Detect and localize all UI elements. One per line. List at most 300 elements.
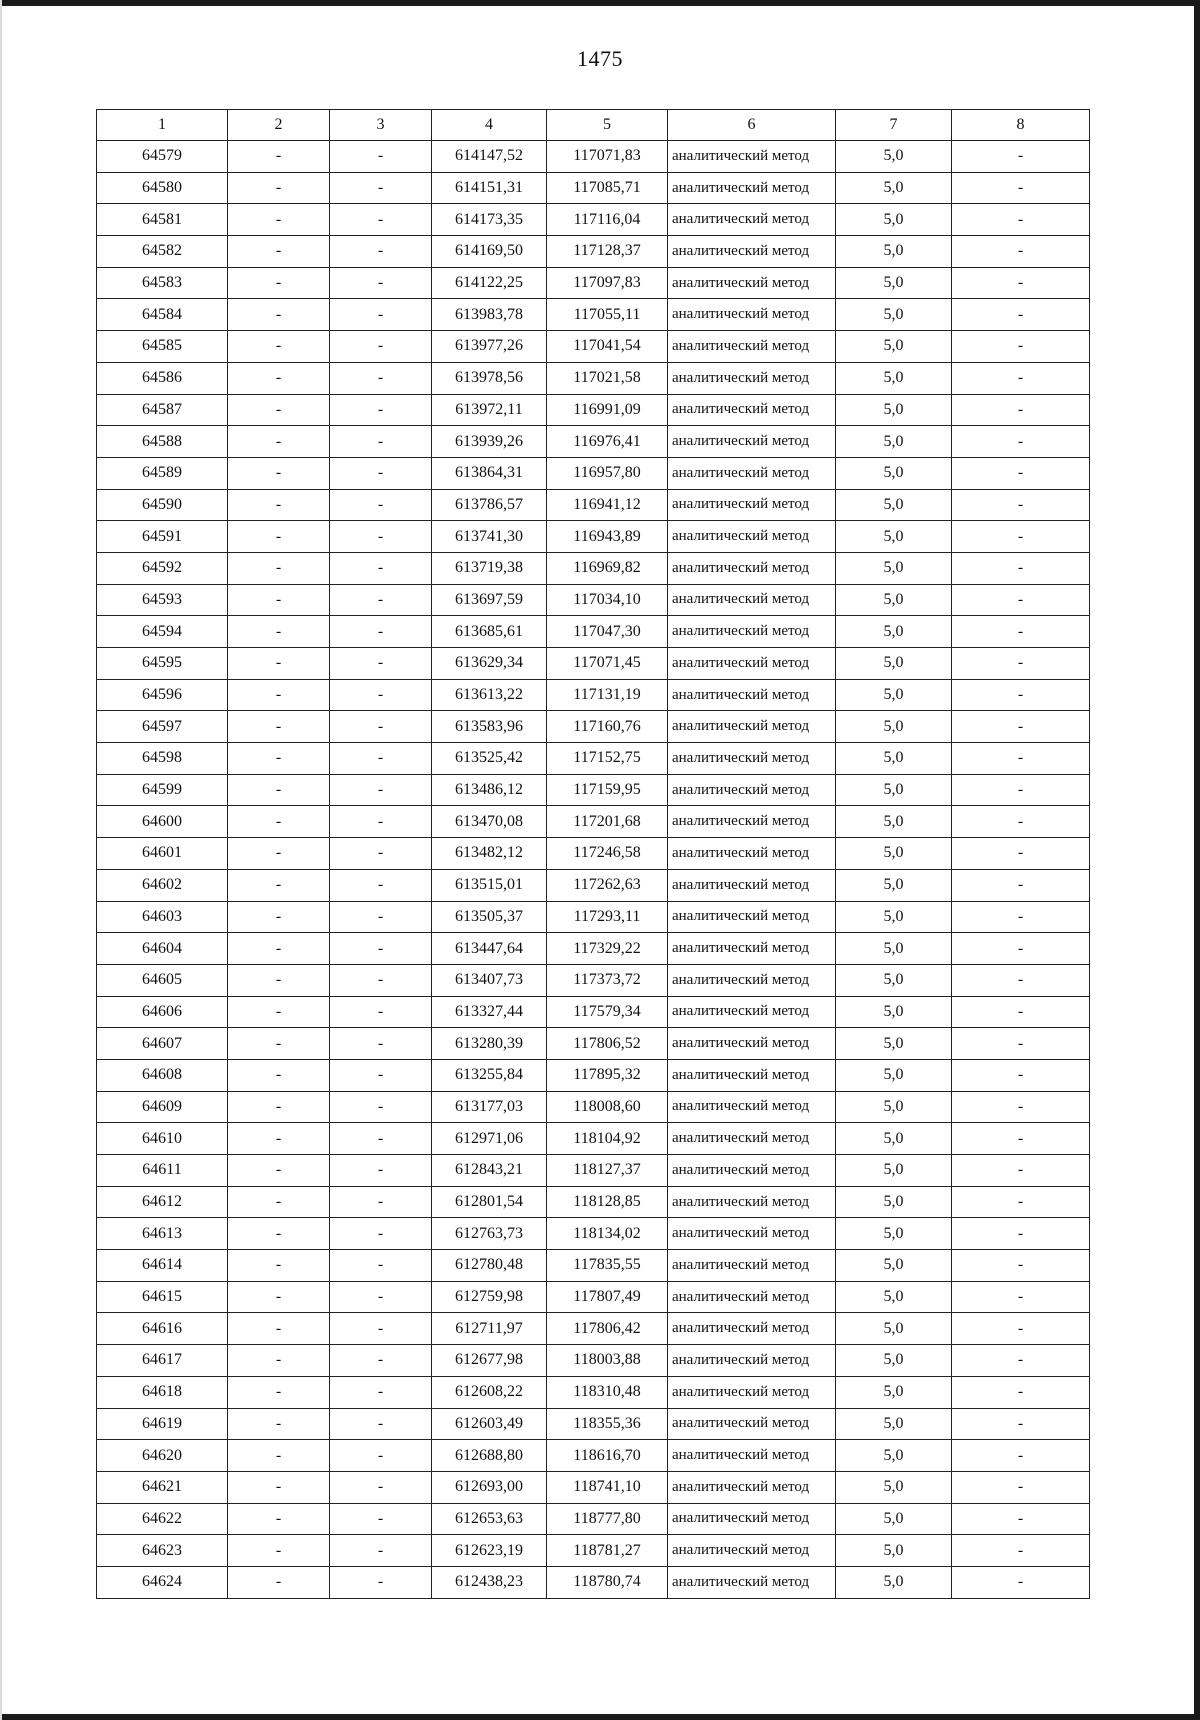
table-cell: аналитический метод [668,996,836,1028]
table-cell: 5,0 [836,552,952,584]
table-cell: аналитический метод [668,489,836,521]
table-cell: - [952,1218,1090,1250]
table-cell: 5,0 [836,933,952,965]
table-cell: 5,0 [836,711,952,743]
table-cell: 613486,12 [432,774,547,806]
table-cell: 64603 [97,901,228,933]
table-cell: - [228,1503,330,1535]
table-cell: 64622 [97,1503,228,1535]
table-cell: 614122,25 [432,267,547,299]
table-cell: - [330,679,432,711]
table-cell: 613505,37 [432,901,547,933]
table-row [97,1313,1090,1345]
table-cell: - [228,1155,330,1187]
table-cell: 612608,22 [432,1376,547,1408]
table-cell: 117071,45 [547,648,668,680]
table-cell: 5,0 [836,204,952,236]
table-cell: - [330,933,432,965]
table-cell: 613719,38 [432,552,547,584]
table-cell: - [952,1281,1090,1313]
table-cell: 64621 [97,1471,228,1503]
column-header: 3 [330,110,432,141]
table-cell: - [228,964,330,996]
table-cell: 117071,83 [547,141,668,173]
table-cell: аналитический метод [668,552,836,584]
table-cell: - [228,1471,330,1503]
table-cell: - [330,1059,432,1091]
table-cell: - [952,964,1090,996]
table-row [97,743,1090,775]
table-cell: 613482,12 [432,838,547,870]
table-cell: аналитический метод [668,1376,836,1408]
table-cell: 613447,64 [432,933,547,965]
table-cell: - [952,1155,1090,1187]
table-cell: - [952,1091,1090,1123]
table-cell: 64598 [97,743,228,775]
table-cell: 117373,72 [547,964,668,996]
table-cell: 117159,95 [547,774,668,806]
table-cell: 117097,83 [547,267,668,299]
scan-edge-left [0,0,2,1720]
table-cell: 613255,84 [432,1059,547,1091]
table-row [97,394,1090,426]
table-cell: аналитический метод [668,584,836,616]
table-cell: 5,0 [836,1503,952,1535]
table-cell: аналитический метод [668,1155,836,1187]
table-cell: 64595 [97,648,228,680]
table-cell: 5,0 [836,1440,952,1472]
table-cell: аналитический метод [668,901,836,933]
table-cell: 5,0 [836,457,952,489]
table-cell: - [952,679,1090,711]
table-cell: аналитический метод [668,331,836,363]
table-cell: 5,0 [836,426,952,458]
table-cell: 613977,26 [432,331,547,363]
table-cell: аналитический метод [668,1345,836,1377]
table-cell: аналитический метод [668,933,836,965]
table-cell: 5,0 [836,236,952,268]
table-cell: 613685,61 [432,616,547,648]
table-cell: 118003,88 [547,1345,668,1377]
table-cell: аналитический метод [668,1028,836,1060]
table-cell: аналитический метод [668,299,836,331]
table-cell: - [228,679,330,711]
table-cell: 118781,27 [547,1535,668,1567]
table-cell: - [228,584,330,616]
table-cell: - [330,1123,432,1155]
table-row [97,426,1090,458]
table-cell: аналитический метод [668,869,836,901]
table-cell: 64584 [97,299,228,331]
table-cell: - [228,426,330,458]
table-cell: - [952,299,1090,331]
table-cell: 613864,31 [432,457,547,489]
table-body [97,141,1090,1599]
table-cell: 116991,09 [547,394,668,426]
table-cell: 64606 [97,996,228,1028]
table-cell: 118310,48 [547,1376,668,1408]
table-cell: - [952,362,1090,394]
table-cell: - [330,774,432,806]
table-cell: - [330,1408,432,1440]
table-cell: - [228,838,330,870]
table-cell: аналитический метод [668,964,836,996]
table-cell: 64589 [97,457,228,489]
table-cell: аналитический метод [668,267,836,299]
table-row [97,616,1090,648]
table-cell: 5,0 [836,679,952,711]
table-cell: аналитический метод [668,1218,836,1250]
table-cell: 64611 [97,1155,228,1187]
table-cell: - [228,933,330,965]
table-cell: - [228,331,330,363]
table-cell: - [330,1313,432,1345]
table-cell: 64612 [97,1186,228,1218]
table-cell: 614151,31 [432,172,547,204]
table-cell: 64581 [97,204,228,236]
table-cell: - [952,901,1090,933]
table-cell: 117047,30 [547,616,668,648]
table-cell: аналитический метод [668,236,836,268]
table-cell: 117128,37 [547,236,668,268]
table-cell: - [330,457,432,489]
table-row [97,204,1090,236]
table-cell: - [330,521,432,553]
table-row [97,1123,1090,1155]
table-cell: 5,0 [836,1376,952,1408]
table-cell: - [952,616,1090,648]
table-cell: 5,0 [836,1186,952,1218]
table-row [97,1028,1090,1060]
table-cell: - [228,267,330,299]
table-cell: 5,0 [836,141,952,173]
table-cell: 613327,44 [432,996,547,1028]
column-header: 1 [97,110,228,141]
table-cell: 5,0 [836,521,952,553]
table-cell: - [330,901,432,933]
table-cell: 64613 [97,1218,228,1250]
table-cell: - [952,236,1090,268]
table-cell: 117152,75 [547,743,668,775]
table-cell: - [952,267,1090,299]
table-cell: 5,0 [836,172,952,204]
table-cell: 5,0 [836,1218,952,1250]
table-cell: 64602 [97,869,228,901]
table-cell: 612653,63 [432,1503,547,1535]
table-cell: 5,0 [836,901,952,933]
table-cell: 5,0 [836,996,952,1028]
table-cell: - [330,267,432,299]
table-cell: 64582 [97,236,228,268]
table-row [97,489,1090,521]
table-cell: 117160,76 [547,711,668,743]
table-cell: - [228,1186,330,1218]
table-cell: - [330,489,432,521]
table-cell: аналитический метод [668,1281,836,1313]
table-cell: - [330,1250,432,1282]
table-cell: 613407,73 [432,964,547,996]
table-cell: 118008,60 [547,1091,668,1123]
table-cell: 612780,48 [432,1250,547,1282]
table-row [97,299,1090,331]
table-cell: 117021,58 [547,362,668,394]
table-cell: - [330,331,432,363]
table-cell: 613470,08 [432,806,547,838]
table-row [97,711,1090,743]
table-cell: аналитический метод [668,426,836,458]
table-cell: - [330,1535,432,1567]
table-cell: - [952,774,1090,806]
table-cell: - [952,648,1090,680]
table-cell: - [952,806,1090,838]
table-cell: - [952,1123,1090,1155]
table-cell: 5,0 [836,1313,952,1345]
table-cell: - [952,1028,1090,1060]
table-cell: 613983,78 [432,299,547,331]
table-cell: 612677,98 [432,1345,547,1377]
table-cell: аналитический метод [668,1313,836,1345]
table-cell: аналитический метод [668,1059,836,1091]
table-row [97,1376,1090,1408]
table-cell: - [952,584,1090,616]
table-cell: - [330,141,432,173]
table-cell: - [228,489,330,521]
table-cell: аналитический метод [668,457,836,489]
table-row [97,1535,1090,1567]
table-cell: 64619 [97,1408,228,1440]
table-cell: - [952,1186,1090,1218]
table-cell: 612801,54 [432,1186,547,1218]
table-cell: 117041,54 [547,331,668,363]
table-cell: - [228,743,330,775]
table-cell: 5,0 [836,1123,952,1155]
table-header [97,110,1090,141]
table-cell: - [330,1186,432,1218]
table-cell: - [228,901,330,933]
table-row [97,521,1090,553]
table-cell: 64616 [97,1313,228,1345]
table-cell: 64605 [97,964,228,996]
table-cell: - [228,1376,330,1408]
table-cell: аналитический метод [668,204,836,236]
table-cell: - [228,1059,330,1091]
table-cell: - [228,1535,330,1567]
table-cell: аналитический метод [668,711,836,743]
table-cell: 613978,56 [432,362,547,394]
table-cell: аналитический метод [668,1250,836,1282]
table-cell: 5,0 [836,806,952,838]
table-row [97,236,1090,268]
table-cell: 613177,03 [432,1091,547,1123]
table-row [97,774,1090,806]
table-cell: 116941,12 [547,489,668,521]
table-cell: 5,0 [836,362,952,394]
table-cell: 5,0 [836,1535,952,1567]
table-cell: 613741,30 [432,521,547,553]
table-cell: 64620 [97,1440,228,1472]
table-cell: - [228,996,330,1028]
table-cell: 64593 [97,584,228,616]
table-cell: - [228,1123,330,1155]
table-row [97,141,1090,173]
table-cell: - [330,236,432,268]
table-cell: аналитический метод [668,1123,836,1155]
scan-edge-top [0,0,1200,6]
table-cell: 613280,39 [432,1028,547,1060]
table-row [97,806,1090,838]
column-header: 5 [547,110,668,141]
table-cell: 64614 [97,1250,228,1282]
table-cell: 117835,55 [547,1250,668,1282]
table-cell: аналитический метод [668,141,836,173]
table-cell: - [952,489,1090,521]
table-cell: 614147,52 [432,141,547,173]
table-cell: 613525,42 [432,743,547,775]
table-cell: 613786,57 [432,489,547,521]
table-cell: 5,0 [836,1471,952,1503]
table-cell: 118777,80 [547,1503,668,1535]
table-cell: 64610 [97,1123,228,1155]
table-cell: 64586 [97,362,228,394]
table-cell: - [228,648,330,680]
table-cell: аналитический метод [668,394,836,426]
table-cell: 612711,97 [432,1313,547,1345]
header-row [97,110,1090,141]
table-cell: аналитический метод [668,521,836,553]
table-row [97,1059,1090,1091]
table-row [97,1440,1090,1472]
table-cell: - [228,457,330,489]
table-cell: - [952,743,1090,775]
table-cell: аналитический метод [668,1471,836,1503]
table-cell: - [952,1535,1090,1567]
table-cell: 5,0 [836,1091,952,1123]
table-cell: - [330,552,432,584]
table-cell: 612693,00 [432,1471,547,1503]
table-cell: 5,0 [836,394,952,426]
table-cell: - [952,521,1090,553]
table-cell: 64591 [97,521,228,553]
table-cell: - [228,774,330,806]
table-cell: - [330,616,432,648]
table-cell: - [228,869,330,901]
table-row [97,1250,1090,1282]
table-cell: - [330,1155,432,1187]
table-cell: 64585 [97,331,228,363]
table-cell: - [330,996,432,1028]
table-cell: 614169,50 [432,236,547,268]
table-cell: аналитический метод [668,1535,836,1567]
table-cell: - [228,172,330,204]
table-row [97,1218,1090,1250]
table-cell: - [228,1250,330,1282]
scan-edge-right [1194,0,1200,1720]
table-cell: - [228,299,330,331]
table-cell: 5,0 [836,267,952,299]
table-row [97,1471,1090,1503]
table-cell: 5,0 [836,616,952,648]
table-row [97,331,1090,363]
coordinates-table [96,109,1090,1599]
table-cell: - [330,394,432,426]
table-cell: 117806,42 [547,1313,668,1345]
table-cell: 117116,04 [547,204,668,236]
table-cell: 5,0 [836,1566,952,1598]
table-cell: - [330,1345,432,1377]
table-cell: - [228,204,330,236]
table-cell: - [228,236,330,268]
table-row [97,1091,1090,1123]
table-cell: 613613,22 [432,679,547,711]
table-cell: - [952,1440,1090,1472]
table-cell: аналитический метод [668,172,836,204]
table-cell: - [952,838,1090,870]
table-row [97,362,1090,394]
table-cell: 117895,32 [547,1059,668,1091]
table-cell: 64618 [97,1376,228,1408]
table-cell: 613629,34 [432,648,547,680]
table-cell: - [330,806,432,838]
table-cell: - [228,521,330,553]
table-cell: - [952,426,1090,458]
table-cell: 118104,92 [547,1123,668,1155]
table-cell: аналитический метод [668,743,836,775]
table-cell: 64607 [97,1028,228,1060]
table-cell: - [228,1408,330,1440]
table-cell: - [952,996,1090,1028]
table-cell: - [330,1376,432,1408]
table-cell: 612971,06 [432,1123,547,1155]
table-cell: 118134,02 [547,1218,668,1250]
table-row [97,964,1090,996]
table-cell: 5,0 [836,648,952,680]
table-cell: - [952,1345,1090,1377]
table-cell: 117262,63 [547,869,668,901]
table-cell: - [330,869,432,901]
table-cell: 612603,49 [432,1408,547,1440]
table-cell: 5,0 [836,584,952,616]
table-cell: 64609 [97,1091,228,1123]
table-row [97,1186,1090,1218]
column-header: 6 [668,110,836,141]
table-cell: 118355,36 [547,1408,668,1440]
page-number: 1475 [577,46,623,71]
table-cell: - [228,1440,330,1472]
table-cell: 118780,74 [547,1566,668,1598]
table-row [97,1281,1090,1313]
table-cell: - [330,426,432,458]
table-cell: 64579 [97,141,228,173]
table-cell: - [952,1313,1090,1345]
table-cell: - [228,1281,330,1313]
table-cell: 614173,35 [432,204,547,236]
table-cell: - [228,1313,330,1345]
table-cell: - [952,457,1090,489]
table-cell: - [952,711,1090,743]
table-cell: 64588 [97,426,228,458]
table-cell: 64597 [97,711,228,743]
table-cell: 64587 [97,394,228,426]
table-row [97,648,1090,680]
table-row [97,1503,1090,1535]
table-cell: - [330,1281,432,1313]
table-cell: 117807,49 [547,1281,668,1313]
table-cell: 64596 [97,679,228,711]
table-cell: аналитический метод [668,838,836,870]
table-cell: 64599 [97,774,228,806]
table-cell: 64615 [97,1281,228,1313]
table-cell: - [330,299,432,331]
